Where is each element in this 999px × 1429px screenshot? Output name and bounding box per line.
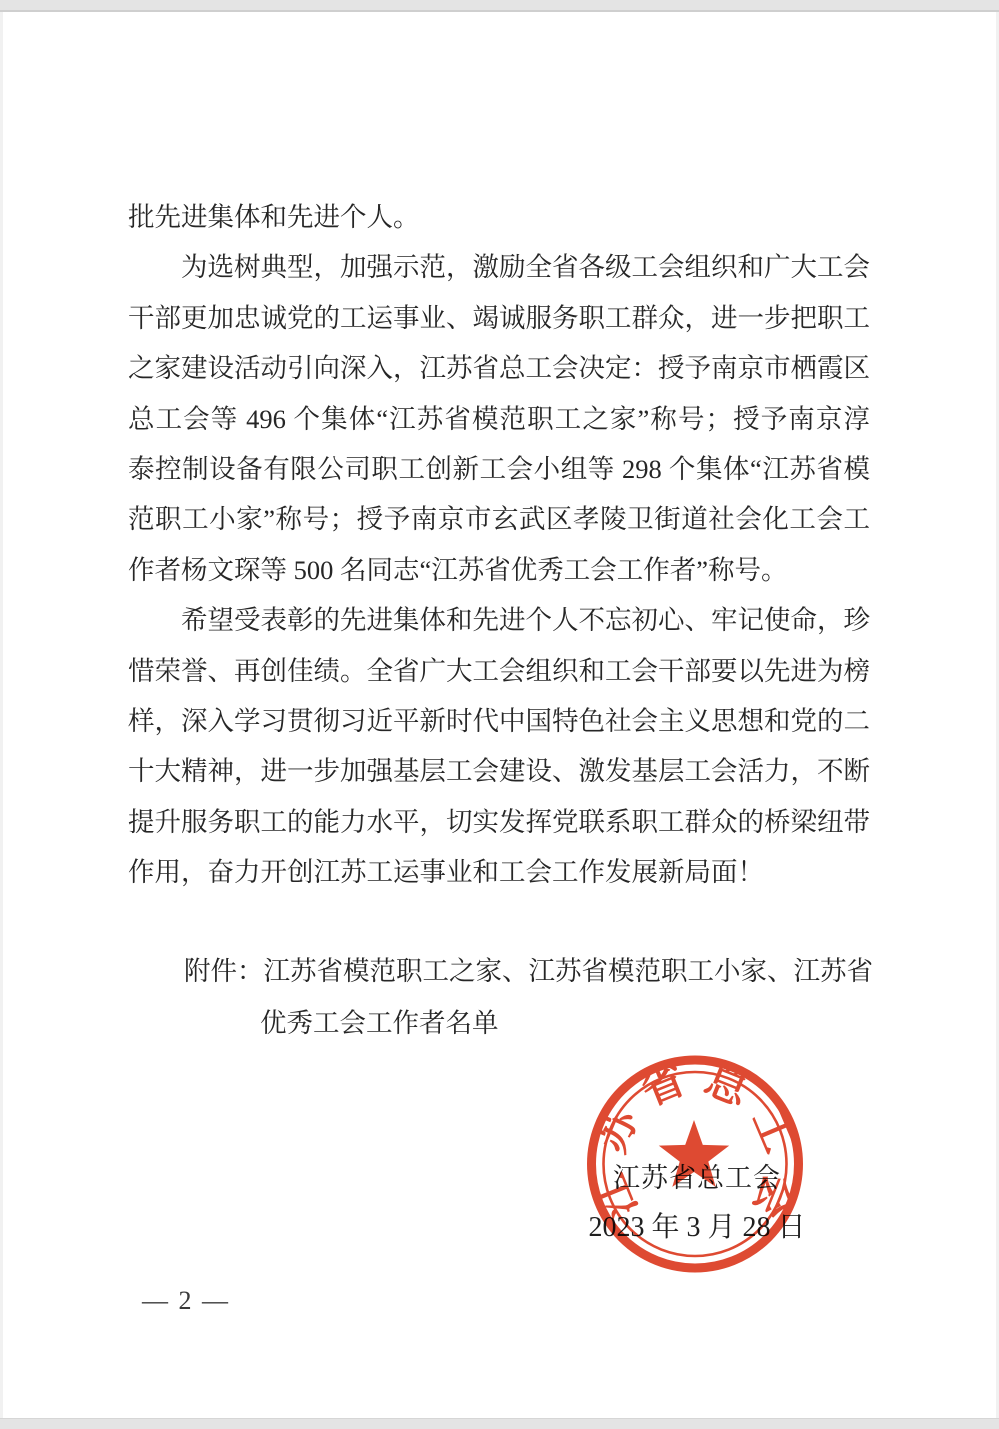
seal-character: 总 bbox=[698, 1056, 755, 1116]
body-line: 总工会等 496 个集体“江苏省模范职工之家”称号；授予南京淳 bbox=[128, 403, 870, 434]
seal-character: 会 bbox=[743, 1167, 803, 1224]
document-body bbox=[128, 192, 870, 898]
page-number: — 2 — bbox=[142, 1286, 230, 1315]
document-page bbox=[3, 12, 996, 1418]
seal-character: 江 bbox=[587, 1167, 647, 1224]
issuing-authority: 江苏省总工会 bbox=[613, 1163, 781, 1193]
star-icon bbox=[659, 1120, 729, 1187]
scan-edge-top bbox=[0, 0, 999, 12]
body-line: 作用，奋力开创江苏工运事业和工会工作发展新局面！ bbox=[128, 857, 764, 888]
body-line: 之家建设活动引向深入，江苏省总工会决定：授予南京市栖霞区 bbox=[128, 353, 870, 384]
body-line: 希望受表彰的先进集体和先进个人不忘初心、牢记使命，珍 bbox=[181, 605, 870, 636]
body-line: 为选树典型，加强示范，激励全省各级工会组织和广大工会 bbox=[181, 252, 870, 283]
body-line: 批先进集体和先进个人。 bbox=[128, 202, 420, 232]
body-line: 作者杨文琛等 500 名同志“江苏省优秀工会工作者”称号。 bbox=[128, 554, 788, 585]
attachment-note-line-1: 附件：江苏省模范职工之家、江苏省模范职工小家、江苏省 bbox=[184, 956, 873, 986]
scan-edge-bottom bbox=[0, 1418, 999, 1429]
seal-character: 工 bbox=[742, 1102, 802, 1160]
official-seal bbox=[586, 1055, 804, 1273]
body-line: 泰控制设备有限公司职工创新工会小组等 298 个集体“江苏省模 bbox=[128, 454, 870, 485]
body-line: 范职工小家”称号；授予南京市玄武区孝陵卫街道社会化工会工 bbox=[128, 504, 870, 535]
body-line: 样，深入学习贯彻习近平新时代中国特色社会主义思想和党的二 bbox=[128, 706, 870, 737]
body-line: 惜荣誉、再创佳绩。全省广大工会组织和工会干部要以先进为榜 bbox=[128, 655, 870, 686]
issue-date: 2023 年 3 月 28 日 bbox=[588, 1212, 806, 1243]
seal-character: 苏 bbox=[588, 1102, 648, 1160]
body-line: 十大精神，进一步加强基层工会建设、激发基层工会活力，不断 bbox=[128, 756, 870, 787]
attachment-note-line-2: 优秀工会工作者名单 bbox=[260, 1008, 499, 1038]
body-line: 干部更加忠诚党的工运事业、竭诚服务职工群众，进一步把职工 bbox=[128, 302, 870, 333]
seal-character: 省 bbox=[635, 1056, 692, 1116]
body-line: 提升服务职工的能力水平，切实发挥党联系职工群众的桥梁纽带 bbox=[128, 806, 870, 837]
